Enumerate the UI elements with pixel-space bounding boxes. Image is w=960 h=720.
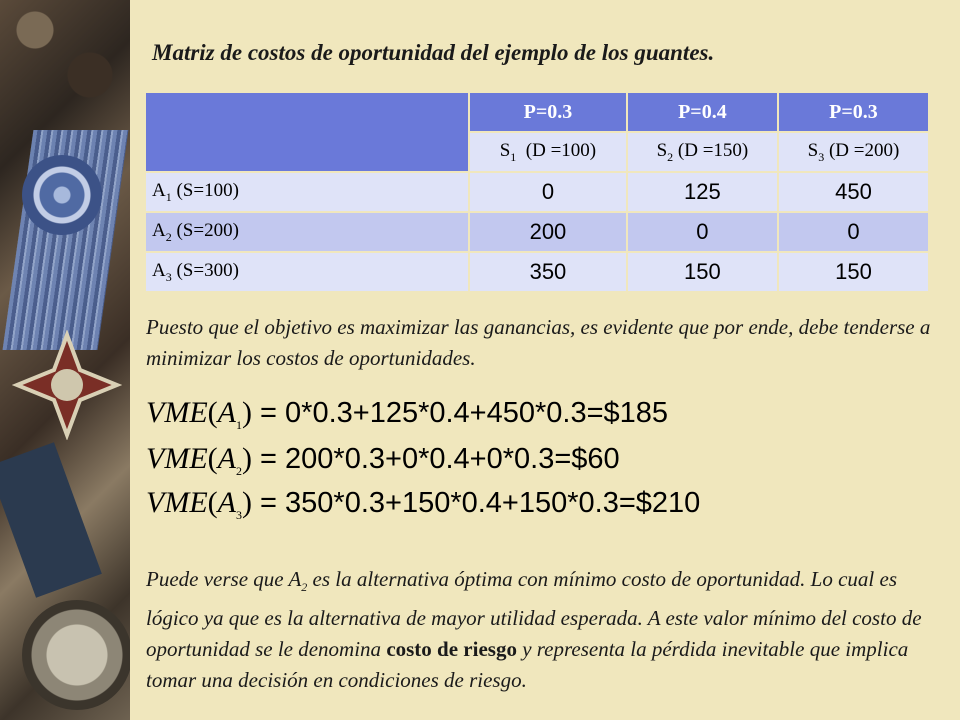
- table-row: [146, 173, 928, 211]
- probability-header: P=0.3: [779, 93, 928, 131]
- alternative-label: $A_3$ (S=300): [146, 253, 468, 291]
- cost-cell: 125: [628, 173, 777, 211]
- cost-cell: 0: [470, 173, 626, 211]
- alternative-label: $A_1$ (S=100): [146, 173, 468, 211]
- table-row: [146, 253, 928, 291]
- conclusion-paragraph: Puede verse que $A_2$ es la alternativa óptima con mínimo costo de oportunidad. Lo cual es lógico ya que es la alternativa de mayor utilidad esperada. A este valor mínimo del costo de oportunidad se le denomina costo de riesgo y representa la pérdida inevitable que implica tomar una decisión en condiciones de riesgo.: [146, 567, 922, 693]
- state-header: $S_3$ (D =200): [779, 133, 928, 171]
- cost-cell: 150: [779, 253, 928, 291]
- probability-header: P=0.3: [470, 93, 626, 131]
- risk-cost-term: costo de riesgo: [386, 637, 517, 662]
- equation-vme-a3: $VME(A_3)$ = 350*0.3+150*0.4+150*0.3=$210: [146, 486, 701, 522]
- equation-vme-a1: $VME(A_1)$ = 0*0.3+125*0.4+450*0.3=$185: [146, 396, 669, 432]
- header-blank-cell: [146, 93, 468, 171]
- equation-vme-a2: $VME(A_2)$ = 200*0.3+0*0.4+0*0.3=$60: [146, 442, 620, 478]
- cost-cell: 350: [470, 253, 626, 291]
- alternative-label: $A_2$ (S=200): [146, 213, 468, 251]
- cost-cell: 0: [779, 213, 928, 251]
- objective-paragraph: Puesto que el objetivo es maximizar las ganancias, es evidente que por ende, debe tenderse a minimizar los costos de oportunidades.: [146, 315, 931, 370]
- rosette-decoration: [22, 155, 102, 235]
- probability-header: P=0.4: [628, 93, 777, 131]
- medal-cross-icon: [12, 330, 122, 440]
- decorative-medal-photo: [0, 0, 130, 720]
- cost-cell: 150: [628, 253, 777, 291]
- dark-bar-decoration: [0, 442, 102, 597]
- state-header: $S_2$ (D =150): [628, 133, 777, 171]
- state-header: $S_1$ (D =100): [470, 133, 626, 171]
- opportunity-cost-matrix: [144, 91, 930, 293]
- compass-icon: [22, 600, 130, 710]
- cost-cell: 0: [628, 213, 777, 251]
- table-row: [146, 213, 928, 251]
- cost-cell: 450: [779, 173, 928, 211]
- page-title: Matriz de costos de oportunidad del ejemplo de los guantes.: [152, 40, 715, 65]
- cost-cell: 200: [470, 213, 626, 251]
